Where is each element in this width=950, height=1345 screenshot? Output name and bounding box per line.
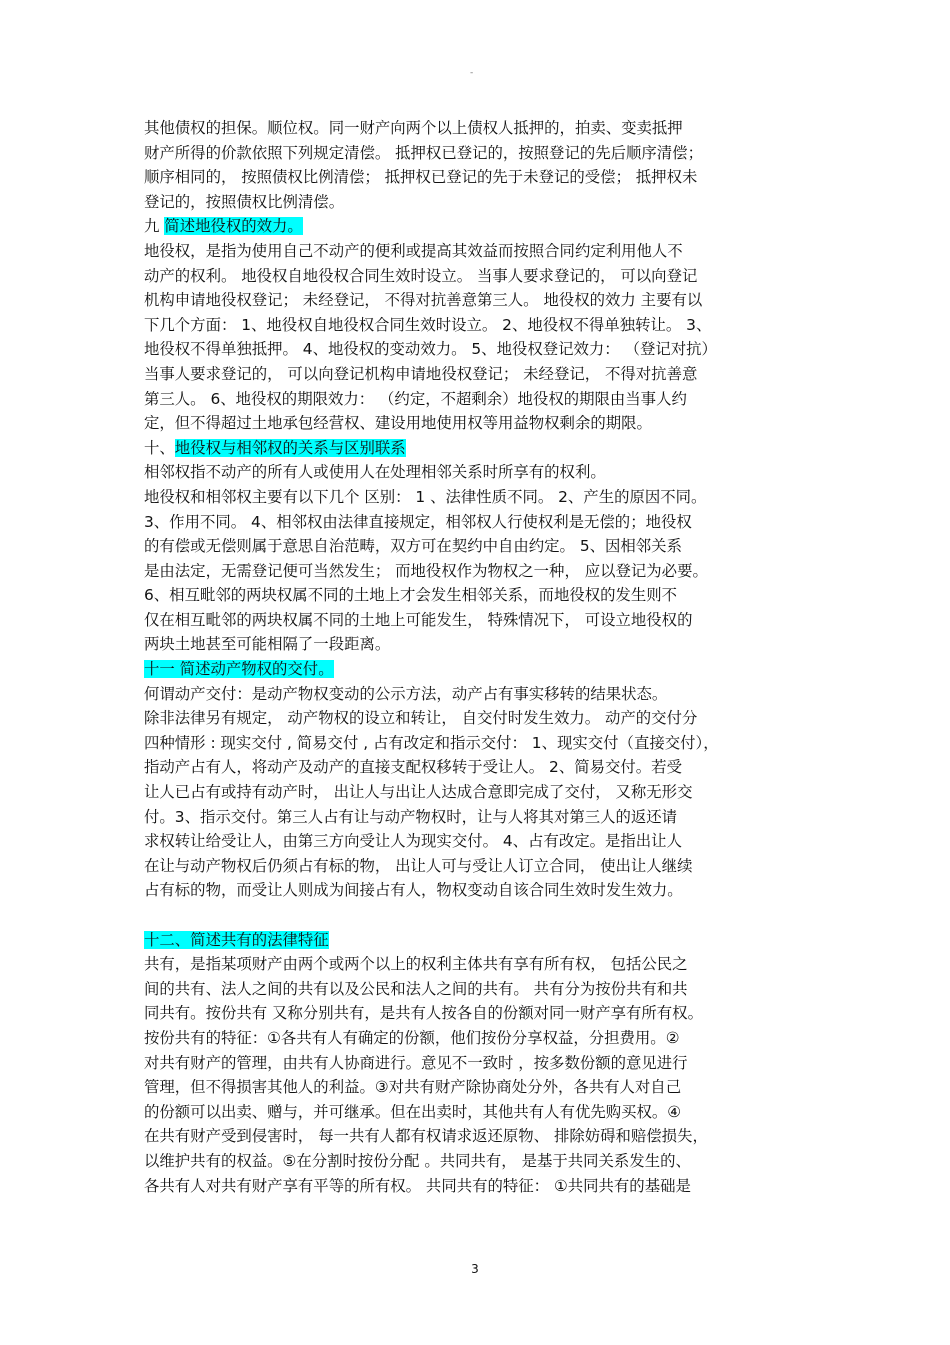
section-heading [144, 436, 812, 461]
body-text [144, 116, 812, 1198]
highlighted-heading: 十一 简述动产物权的交付。 [144, 660, 334, 679]
text-line: 按份共有的特征：①各共有人有确定的份额，他们按份分享权益，分担费用。② [144, 1028, 680, 1047]
text-line: 求权转让给受让人，由第三方向受让人为现实交付。 4、占有改定。是指出让人 [144, 832, 682, 851]
text-line: 下几个方面： 1、地役权自地役权合同生效时设立。 2、地役权不得单独转让。 3、 [144, 315, 712, 334]
text-line: 其他债权的担保。顺位权。同一财产向两个以上债权人抵押的，拍卖、变卖抵押 [144, 119, 683, 137]
text-line: 对共有财产的管理，由共有人协商进行。意见不一致时 ，按多数份额的意见进行 [144, 1053, 688, 1072]
text-line: 在让与动产物权后仍须占有标的物， 出让人可与受让人订立合同， 使出让人继续 [144, 856, 693, 875]
text-line: 财产所得的价款依照下列规定清偿。 抵押权已登记的，按照登记的先后顺序清偿； [144, 143, 703, 162]
section-heading [144, 928, 812, 953]
section-heading [144, 657, 812, 682]
text-line: 3、作用不同。 4、相邻权由法律直接规定，相邻权人行使权利是无偿的；地役权 [144, 512, 692, 531]
text-line: 当事人要求登记的， 可以向登记机构申请地役权登记； 未经登记， 不得对抗善意 [144, 364, 698, 383]
text-line: 间的共有、法人之间的共有以及公民和法人之间的共有。 共有分为按份共有和共 [144, 979, 688, 998]
text-line: 同共有。按份共有 又称分别共有，是共有人按各自的份额对同一财产享有所有权。 [144, 1004, 703, 1023]
heading-number: 九 [144, 217, 165, 236]
text-line: 地役权不得单独抵押。 4、地役权的变动效力。 5、地役权登记效力： （登记对抗） [144, 340, 717, 359]
text-line: 登记的，按照债权比例清偿。 [144, 192, 345, 211]
text-line: 四种情形 : 现实交付 , 简易交付 , 占有改定和指示交付： 1、现实交付（直接交付）， [144, 733, 719, 752]
text-line: 各共有人对共有财产享有平等的所有权。 共同共有的特征： ①共同共有的基础是 [144, 1176, 691, 1195]
text-line: 定，但不得超过土地承包经营权、建设用地使用权等用益物权剩余的期限。 [144, 414, 652, 433]
text-line: 的份额可以出卖、赠与，并可继承。但在出卖时，其他共有人有优先购买权。④ [144, 1102, 682, 1121]
text-line: 顺序相同的， 按照债权比例清偿； 抵押权已登记的先于未登记的受偿； 抵押权未 [144, 168, 698, 187]
text-line: 付。3、指示交付。第三人占有让与动产物权时，让与人将其对第三人的返还请 [144, 807, 678, 826]
page-number: 3 [471, 1262, 479, 1276]
header-mark: - [470, 68, 474, 78]
highlighted-heading: 简述地役权的效力。 [164, 217, 303, 236]
text-line: 以维护共有的权益。⑤在分割时按份分配 。共同共有， 是基于共同关系发生的、 [144, 1151, 691, 1170]
text-line: 除非法律另有规定， 动产物权的设立和转让， 自交付时发生效力。 动产的交付分 [144, 709, 698, 728]
text-line: 共有，是指某项财产由两个或两个以上的权利主体共有享有所有权， 包括公民之 [144, 955, 688, 974]
text-line: 机构申请地役权登记； 未经登记， 不得对抗善意第三人。 地役权的效力 主要有以 [144, 291, 703, 310]
section-heading [144, 214, 812, 239]
highlighted-heading: 十二、简述共有的法律特征 [144, 930, 329, 949]
text-line: 让人已占有或持有动产时， 出让人与出让人达成合意即完成了交付， 又称无形交 [144, 783, 693, 802]
text-line: 动产的权利。 地役权自地役权合同生效时设立。 当事人要求登记的， 可以向登记 [144, 266, 698, 285]
text-line: 何谓动产交付：是动产物权变动的公示方法，动产占有事实移转的结果状态。 [144, 684, 668, 703]
highlighted-heading: 地役权与相邻权的关系与区别联系 [174, 438, 406, 457]
text-line: 地役权，是指为使用自己不动产的便利或提高其效益而按照合同约定利用他人不 [144, 241, 683, 260]
text-line: 占有标的物，而受让人则成为间接占有人，物权变动自该合同生效时发生效力。 [144, 881, 683, 900]
text-line: 第三人。 6、地役权的期限效力： （约定，不超剩余）地役权的期限由当事人约 [144, 389, 687, 408]
blank-line [144, 903, 812, 928]
text-line: 两块土地甚至可能相隔了一段距离。 [144, 635, 391, 654]
text-line: 在共有财产受到侵害时， 每一共有人都有权请求返还原物、 排除妨碍和赔偿损失， [144, 1127, 708, 1146]
text-line: 管理，但不得损害其他人的利益。③对共有财产除协商处分外，各共有人对自己 [144, 1078, 682, 1097]
text-line: 仅在相互毗邻的两块权属不同的土地上可能发生， 特殊情况下， 可设立地役权的 [144, 610, 693, 629]
heading-number: 十、 [144, 438, 175, 457]
text-line: 地役权和相邻权主要有以下几个 区别： 1 、法律性质不同。 2、产生的原因不同。 [144, 487, 707, 506]
text-line: 相邻权指不动产的所有人或使用人在处理相邻关系时所享有的权利。 [144, 463, 606, 482]
text-line: 是由法定，无需登记便可当然发生； 而地役权作为物权之一种， 应以登记为必要。 [144, 561, 708, 580]
text-line: 指动产占有人，将动产及动产的直接支配权移转于受让人。 2、简易交付。若受 [144, 758, 682, 777]
text-line: 的有偿或无偿则属于意思自治范畴，双方可在契约中自由约定。 5、因相邻关系 [144, 537, 682, 556]
text-line: 6、相互毗邻的两块权属不同的土地上才会发生相邻关系，而地役权的发生则不 [144, 586, 678, 605]
